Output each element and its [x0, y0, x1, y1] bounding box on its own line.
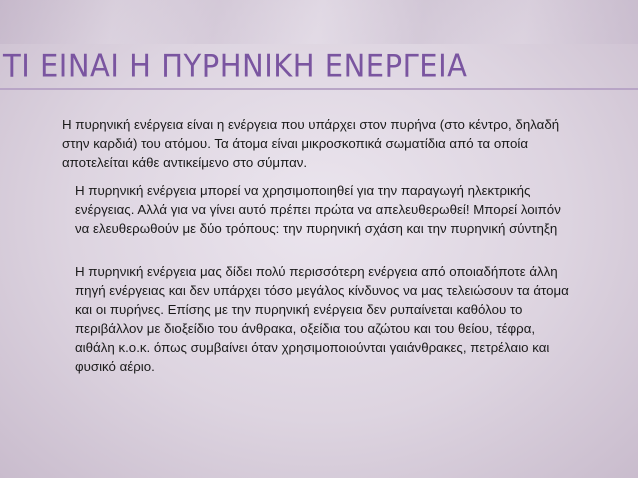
paragraph-uses: Η πυρηνική ενέργεια μπορεί να χρησιμοποιηθεί για την παραγωγή ηλεκτρικής ενέργειας. Αλλά για να γίνει αυτό πρέπει πρώτα να απελευθερωθεί! Μπορεί λοιπόν να ελευθερωθούν με δύο τρόπους: την πυρηνική σχάση και την πυρηνική σύντηξη: [75, 183, 561, 236]
slide-title: ΤΙ ΕΙΝΑΙ Η ΠΥΡΗΝΙΚΗ ΕΝΕΡΓΕΙΑ: [3, 47, 468, 84]
decorative-header-band: [0, 0, 638, 44]
title-divider: [0, 88, 638, 90]
paragraph-definition: Η πυρηνική ενέργεια είναι η ενέργεια που υπάρχει στον πυρήνα (στο κέντρο, δηλαδή στην καρδιά) του ατόμου. Τα άτομα είναι μικροσκοπικά σωματίδια από τα οποία αποτελείται κάθε αντικείμενο στο σύμπαν.: [62, 117, 560, 170]
paragraph-advantages: Η πυρηνική ενέργεια μας δίδει πολύ περισσότερη ενέργεια από οποιαδήποτε άλλη πηγή ενέργειας και δεν υπάρχει τόσο μεγάλος κίνδυνος να μας τελειώσουν τα άτομα και οι πυρήνες. Επίσης με την πυρηνική ενέργεια δεν ρυπαίνεται καθόλου το περιβάλλον με διοξείδιο του άνθρακα, οξείδια του αζώτου και του θείου, τέφρα, αιθάλη κ.ο.κ. όπως συμβαίνει όταν χρησιμοποιούνται γαιάνθρακες, πετρέλαιο και φυσικό αέριο.: [75, 264, 569, 374]
